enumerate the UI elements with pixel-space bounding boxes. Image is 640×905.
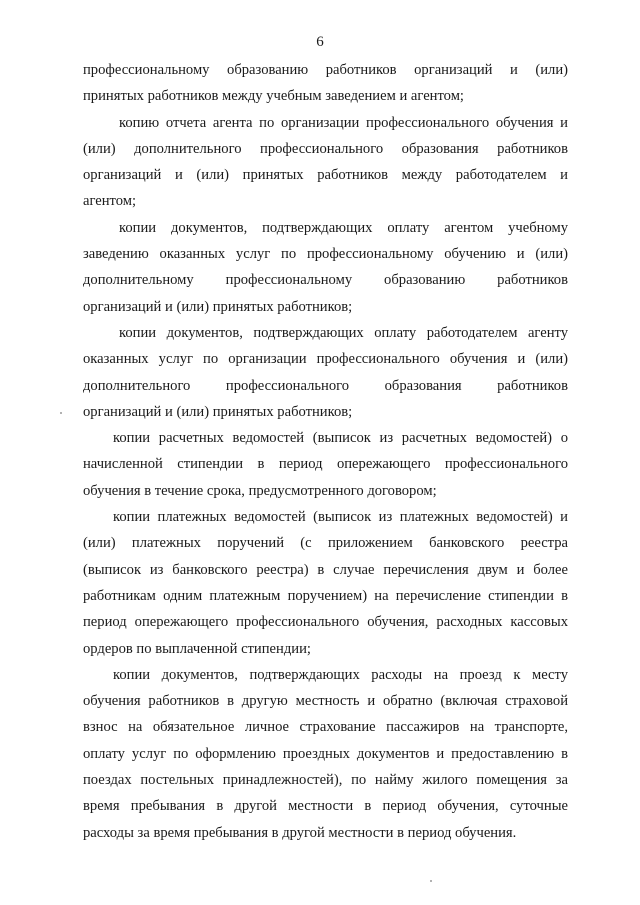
text-line: работникам одним платежным поручением) на перечисление стипендии в [83,587,568,604]
text-line: копии документов, подтверждающих оплату агентом учебному [119,219,568,236]
text-line: обучения в течение срока, предусмотренного договором; [83,482,437,499]
text-line: время пребывания в другой местности в период обучения, суточные [83,798,568,815]
text-line: обучения работников в другую местность и обратно (включая страховой [83,693,568,710]
text-line: заведению оказанных услуг по профессиональному обучению и (или) [83,246,568,263]
text-line: копии расчетных ведомостей (выписок из расчетных ведомостей) о [113,430,568,447]
text-line: организаций и (или) принятых работников; [83,403,353,420]
paragraph [83,215,568,320]
text-line: оплату услуг по оформлению проездных документов и предоставлению в [83,745,568,762]
text-line: организаций и (или) принятых работников между работодателем и [83,167,568,184]
paragraph [83,662,568,846]
text-line: профессиональному образованию работников организаций и (или) [83,62,568,78]
text-line: взнос на обязательное личное страхование пассажиров на транспорте, [83,719,568,736]
paragraph [83,320,568,425]
text-line: организаций и (или) принятых работников; [83,298,353,315]
text-line: копии документов, подтверждающих оплату работодателем агенту [119,324,568,341]
paragraph [83,504,568,662]
text-line: начисленной стипендии в период опережающего профессионального [83,456,568,473]
text-line: поездах постельных принадлежностей), по найму жилого помещения за [83,772,568,789]
text-line: дополнительного профессионального образования работников [83,377,568,394]
text-line: копии платежных ведомостей (выписок из платежных ведомостей) и [113,509,568,526]
page-number: 6 [316,34,324,50]
text-line: агентом; [83,193,137,210]
text-line: расходы за время пребывания в другой местности в период обучения. [83,824,517,841]
text-line: принятых работников между учебным заведением и агентом; [83,88,464,105]
document-body [83,57,568,846]
text-line: (или) платежных поручений (с приложением банковского реестра [83,535,568,552]
text-line: дополнительному профессиональному образованию работников [83,272,568,289]
text-line: период опережающего профессионального обучения, расходных кассовых [83,614,568,631]
text-line: (или) дополнительного профессионального образования работников [83,140,568,157]
scan-speck [60,412,62,414]
paragraph [83,110,568,215]
text-line: ордеров по выплаченной стипендии; [83,640,311,657]
text-line: копии документов, подтверждающих расходы на проезд к месту [113,666,568,683]
paragraph [83,425,568,504]
paragraph [83,57,568,110]
text-line: копию отчета агента по организации профессионального обучения и [119,114,568,131]
text-line: (выписок из банковского реестра) в случае перечисления двум и более [83,561,568,578]
text-line: оказанных услуг по организации профессионального обучения и (или) [83,351,568,368]
scan-speck [430,880,432,882]
